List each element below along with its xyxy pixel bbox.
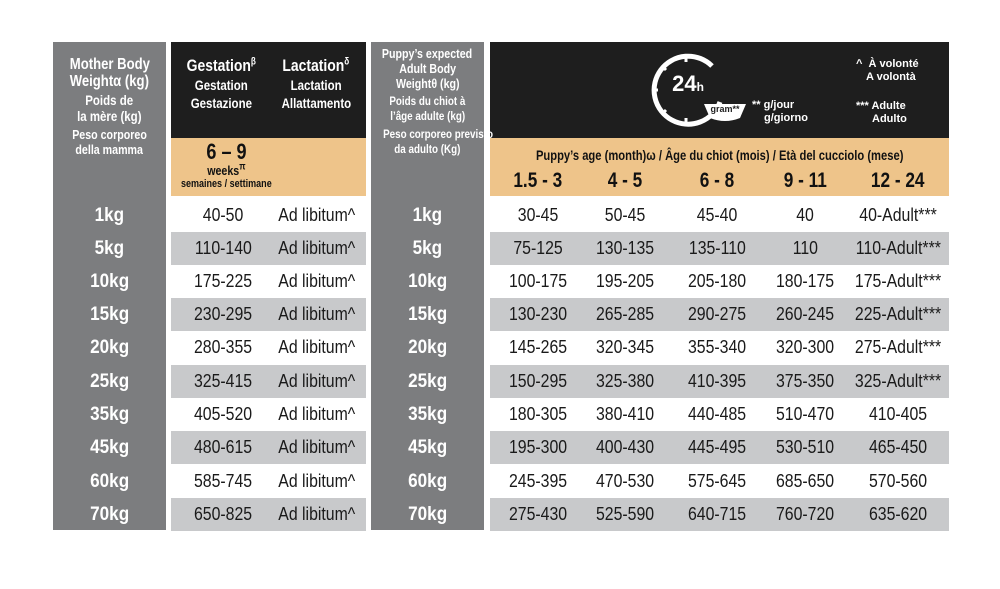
- age-1-5-3-cell: 30-45: [517, 205, 559, 225]
- age-12-24-cell: 635-620: [868, 504, 928, 524]
- age-1-5-3-cell: 180-305: [508, 404, 568, 424]
- age-12-24-cell: 110-Adult***: [855, 238, 941, 258]
- mother-weight-cell: 45kg: [90, 437, 129, 458]
- puppy-weight-cell: 15kg: [408, 304, 447, 325]
- mother-weight-cell: 5kg: [94, 238, 125, 259]
- mother-weight-cell: 60kg: [90, 471, 129, 492]
- gestation-cell: 110-140: [194, 238, 252, 258]
- age-1-5-3-cell: 150-295: [508, 371, 568, 391]
- age-1-5-3-cell: 100-175: [508, 271, 568, 291]
- age-9-11-cell: 260-245: [775, 304, 835, 324]
- age-6-8-cell: 355-340: [687, 337, 747, 357]
- age-6-8-cell: 575-645: [687, 471, 747, 491]
- gestation-cell: 650-825: [193, 504, 253, 524]
- mother-weight-header: Mother Body Weightα (kg) Poids de la mère (kg) Peso corporeo della mamma: [69, 56, 150, 157]
- age-9-11-cell: 685-650: [775, 471, 835, 491]
- lactation-cell: Ad libitum^: [278, 437, 356, 457]
- age-6-8-cell: 440-485: [687, 404, 747, 424]
- age-range: 12 - 24: [871, 169, 925, 192]
- age-4-5-cell: 380-410: [595, 404, 655, 424]
- age-4-5-cell: 50-45: [604, 205, 646, 225]
- age-12-24-cell: 40-Adult***: [859, 205, 937, 225]
- age-range: 1.5 - 3: [513, 169, 563, 192]
- age-12-24-cell: 275-Adult***: [854, 337, 942, 357]
- puppy-weight-header: Puppy’s expected Adult Body Weightθ (kg) Poids du chiot à l’âge adulte (kg) Peso corporeo previsto da adulto (Kg): [382, 46, 493, 156]
- lactation-cell: Ad libitum^: [278, 271, 356, 291]
- gestation-weeks: 6 – 9 weeks$^\pi$ semaines / settimane: [180, 139, 272, 190]
- daily-clock-icon: [642, 46, 752, 130]
- age-12-24-cell: 175-Adult***: [854, 271, 942, 291]
- age-1-5-3-cell: 75-125: [513, 238, 563, 258]
- puppy-weight-cell: 20kg: [408, 337, 447, 358]
- gestation-cell: 230-295: [193, 304, 253, 324]
- age-1-5-3-cell: 195-300: [508, 437, 568, 457]
- age-9-11-cell: 320-300: [775, 337, 835, 357]
- age-6-8-cell: 410-395: [687, 371, 747, 391]
- age-6-8-cell: 45-40: [696, 205, 738, 225]
- age-6-8-cell: 640-715: [687, 504, 747, 524]
- lactation-header: Lactation$^\delta$ Lactation Allattamento: [281, 56, 351, 111]
- lactation-cell: Ad libitum^: [278, 337, 356, 357]
- puppy-weight-cell: 35kg: [408, 404, 447, 425]
- age-12-24-cell: 465-450: [868, 437, 928, 457]
- age-12-24-cell: 570-560: [868, 471, 928, 491]
- gestation-header: Gestation$^\beta$ Gestation Gestazione: [186, 56, 257, 111]
- age-12-24-cell: 225-Adult***: [854, 304, 942, 324]
- mother-weight-cell: 35kg: [90, 404, 129, 425]
- age-12-24-cell: 410-405: [868, 404, 928, 424]
- age-4-5-cell: 325-380: [595, 371, 655, 391]
- lactation-cell: Ad libitum^: [278, 238, 356, 258]
- age-9-11-cell: 180-175: [775, 271, 835, 291]
- age-4-5-cell: 400-430: [595, 437, 655, 457]
- age-4-5-cell: 320-345: [595, 337, 655, 357]
- age-1-5-3-cell: 275-430: [508, 504, 568, 524]
- puppy-weight-cell: 70kg: [408, 504, 447, 525]
- clock-label: 24h: [672, 71, 704, 96]
- age-1-5-3-cell: 245-395: [508, 471, 568, 491]
- age-4-5-cell: 195-205: [595, 271, 655, 291]
- bowl-label: gram**: [710, 104, 740, 114]
- age-9-11-cell: 760-720: [775, 504, 835, 524]
- age-6-8-cell: 290-275: [687, 304, 747, 324]
- age-12-24-cell: 325-Adult***: [854, 371, 942, 391]
- mother-weight-cell: 25kg: [90, 371, 129, 392]
- age-4-5-cell: 265-285: [595, 304, 655, 324]
- puppy-weight-cell: 25kg: [408, 371, 447, 392]
- age-1-5-3-cell: 145-265: [508, 337, 568, 357]
- age-4-5-cell: 130-135: [595, 238, 655, 258]
- age-9-11-cell: 510-470: [775, 404, 835, 424]
- gestation-cell: 405-520: [193, 404, 253, 424]
- mother-weight-cell: 10kg: [90, 271, 129, 292]
- gestation-cell: 280-355: [193, 337, 253, 357]
- unit-note: ** g/jour g/giorno: [752, 99, 808, 124]
- age-9-11-cell: 110: [792, 238, 818, 258]
- age-9-11-cell: 40: [796, 205, 814, 225]
- gestation-cell: 175-225: [193, 271, 253, 291]
- lactation-cell: Ad libitum^: [278, 304, 356, 324]
- puppy-weight-cell: 5kg: [412, 238, 443, 259]
- age-1-5-3-cell: 130-230: [508, 304, 568, 324]
- lactation-cell: Ad libitum^: [278, 404, 356, 424]
- lactation-cell: Ad libitum^: [278, 205, 356, 225]
- age-range: 4 - 5: [607, 169, 643, 192]
- lactation-cell: Ad libitum^: [278, 371, 356, 391]
- age-6-8-cell: 205-180: [687, 271, 747, 291]
- puppy-weight-cell: 60kg: [408, 471, 447, 492]
- puppy-weight-cell: 10kg: [408, 271, 447, 292]
- mother-weight-cell: 70kg: [90, 504, 129, 525]
- mother-weight-cell: 1kg: [94, 205, 125, 226]
- gestation-cell: 325-415: [193, 371, 253, 391]
- puppy-age-label: Puppy’s age (month)ω / Âge du chiot (mois) / Età del cucciolo (mese): [535, 147, 904, 163]
- mother-weight-cell: 15kg: [90, 304, 129, 325]
- gestation-cell: 40-50: [202, 205, 244, 225]
- puppy-weight-cell: 1kg: [412, 205, 443, 226]
- age-4-5-cell: 525-590: [595, 504, 655, 524]
- age-range: 6 - 8: [699, 169, 735, 192]
- age-6-8-cell: 445-495: [687, 437, 747, 457]
- age-range: 9 - 11: [783, 169, 827, 192]
- age-6-8-cell: 135-110: [688, 238, 746, 258]
- mother-weight-cell: 20kg: [90, 337, 129, 358]
- puppy-weight-cell: 45kg: [408, 437, 447, 458]
- gestation-cell: 480-615: [193, 437, 253, 457]
- age-9-11-cell: 530-510: [775, 437, 835, 457]
- lactation-cell: Ad libitum^: [278, 471, 356, 491]
- age-4-5-cell: 470-530: [595, 471, 655, 491]
- legend: ^ À volonté A volontà *** Adulte Adulto: [856, 58, 919, 125]
- age-9-11-cell: 375-350: [775, 371, 835, 391]
- gestation-cell: 585-745: [193, 471, 253, 491]
- lactation-cell: Ad libitum^: [278, 504, 356, 524]
